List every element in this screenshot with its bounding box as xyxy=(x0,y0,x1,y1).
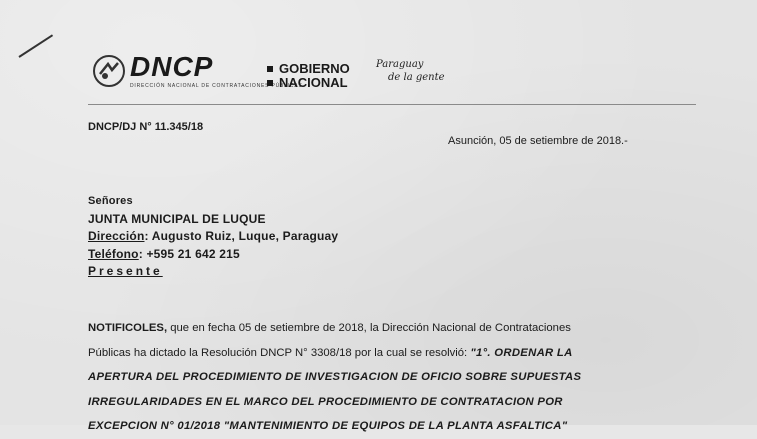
line2-bold: "1°. ORDENAR LA xyxy=(470,346,573,359)
pen-mark xyxy=(18,34,53,57)
header-divider xyxy=(88,104,696,105)
slogan-line-1: Paraguay xyxy=(376,59,424,70)
dncp-emblem-icon xyxy=(92,54,126,88)
date-line: Asunción, 05 de setiembre de 2018.- xyxy=(448,135,628,147)
address-label: Dirección xyxy=(88,229,145,243)
body-line-2 xyxy=(88,341,693,366)
body-line-3: APERTURA DEL PROCEDIMIENTO DE INVESTIGACION DE OFICIO SOBRE SUPUESTAS xyxy=(88,371,582,383)
recipient-block xyxy=(88,193,338,281)
slogan-line-2: de la gente xyxy=(388,72,445,83)
gobierno-nacional-mark xyxy=(267,62,350,90)
line2-plain: Públicas ha dictado la Resolución DNCP N° 3308/18 por la cual se resolvió: xyxy=(88,346,471,359)
body-line-1 xyxy=(88,316,693,341)
salutation: Señores xyxy=(88,195,133,207)
reference-number: DNCP/DJ N° 11.345/18 xyxy=(88,121,204,133)
gob-line-1: GOBIERNO xyxy=(267,62,350,76)
gob-line-2: NACIONAL xyxy=(267,76,350,90)
presente: Presente xyxy=(88,264,163,278)
phone-label: Teléfono xyxy=(88,246,139,261)
letter-body xyxy=(88,316,693,439)
body-line-5: EXCEPCION N° 01/2018 "MANTENIMIENTO DE EQUIPOS DE LA PLANTA ASFALTICA" xyxy=(88,420,568,432)
slogan xyxy=(376,58,445,84)
line1-rest: que en fecha 05 de setiembre de 2018, la Dirección Nacional de Contrataciones xyxy=(167,322,571,334)
logo-subtitle: DIRECCIÓN NACIONAL DE CONTRATACIONES PÚBLICAS xyxy=(130,83,303,89)
body-line-4: IRREGULARIDADES EN EL MARCO DEL PROCEDIMIENTO DE CONTRATACION POR xyxy=(88,395,563,408)
recipient-name: JUNTA MUNICIPAL DE LUQUE xyxy=(88,211,266,226)
presente-line xyxy=(88,263,338,281)
phone-value: : +595 21 642 215 xyxy=(138,246,240,261)
logo-wordmark: DNCP xyxy=(130,51,214,82)
lead-bold: NOTIFICOLES, xyxy=(88,322,168,334)
address-line xyxy=(88,228,338,246)
phone-line xyxy=(88,246,338,264)
address-value: : Augusto Ruiz, Luque, Paraguay xyxy=(144,229,339,243)
dncp-logo xyxy=(92,51,303,96)
